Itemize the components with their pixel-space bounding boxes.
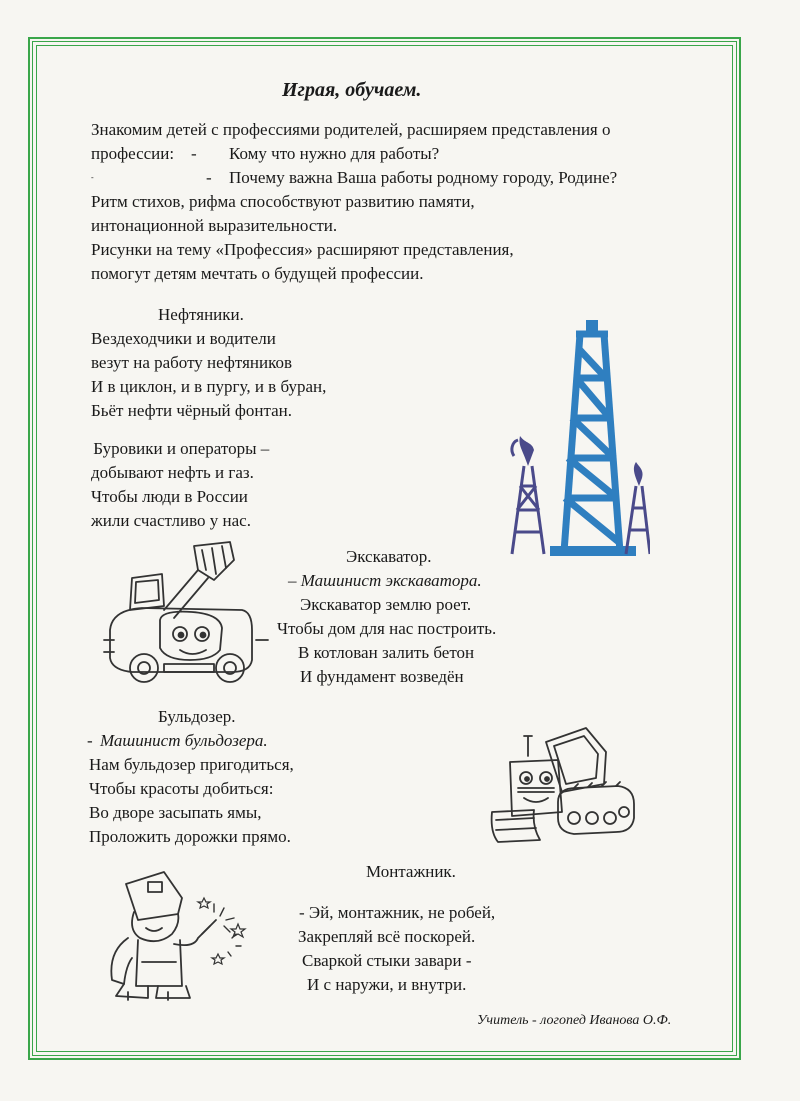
bulldozer-illustration [488,722,638,850]
excavator-line: И фундамент возведён [300,667,464,686]
intro-line-6: Рисунки на тему «Профессия» расширяют представления, [91,240,514,259]
oil-stanza2-line: жили счастливо у нас. [91,511,251,530]
intro-line-7: помогут детям мечтать о будущей профессии. [91,264,424,283]
page-title: Играя, обучаем. [282,79,422,101]
bulldozer-line: Нам бульдозер пригодиться, [89,755,294,774]
installer-heading: Монтажник. [366,862,456,881]
bulldozer-line: Во дворе засыпать ямы, [89,803,262,822]
installer-line: Сваркой стыки завари - [302,951,472,970]
excavator-line: Экскаватор землю роет. [300,595,472,614]
intro-line-5: интонационной выразительности. [91,216,338,235]
intro-line-4: Ритм стихов, рифма способствуют развитию памяти, [91,192,475,211]
intro-line-2-label: профессии: [91,144,175,163]
intro-dash-2: - [206,168,212,187]
oil-stanza2-line: добывают нефть и газ. [91,463,254,482]
bulldozer-line: Чтобы красоты добиться: [89,779,274,798]
intro-dash-1: - [191,144,197,163]
installer-line: И с наружи, и внутри. [307,975,467,994]
excavator-heading: Экскаватор. [346,547,432,566]
excavator-line: В котлован залить бетон [298,643,475,662]
intro-dot: - [91,173,94,182]
installer-line: Закрепляй всё поскорей. [298,927,476,946]
installer-line: - Эй, монтажник, не робей, [299,903,496,922]
signature: Учитель - логопед Иванова О.Ф. [477,1013,672,1028]
oil-stanza2-line: Чтобы люди в России [91,487,248,506]
bulldozer-line: Проложить дорожки прямо. [89,827,291,846]
excavator-line: Чтобы дом для нас построить. [277,619,497,638]
oil-heading: Нефтяники. [158,305,244,324]
welder-illustration [98,868,248,1003]
oil-stanza1-line: И в циклон, и в пургу, и в буран, [91,377,327,396]
excavator-role: – Машинист экскаватора. [288,571,482,590]
oil-stanza2-line: Буровики и операторы – [89,439,270,458]
bulldozer-role-dash: - [87,731,97,750]
oil-stanza1-line: Бьёт нефти чёрный фонтан. [91,401,292,420]
bulldozer-role: Машинист бульдозера. [100,731,268,750]
intro-line-1: Знакомим детей с профессиями родителей, расширяем представления о [91,120,611,139]
oil-derrick-illustration [510,318,650,558]
bulldozer-heading: Бульдозер. [158,707,236,726]
intro-question-1: Кому что нужно для работы? [229,144,440,163]
intro-question-2: Почему важна Ваша работы родному городу, Родине? [229,168,618,187]
oil-stanza1-line: везут на работу нефтяников [91,353,293,372]
oil-stanza1-line: Вездеходчики и водители [91,329,276,348]
excavator-truck-illustration [102,540,272,685]
